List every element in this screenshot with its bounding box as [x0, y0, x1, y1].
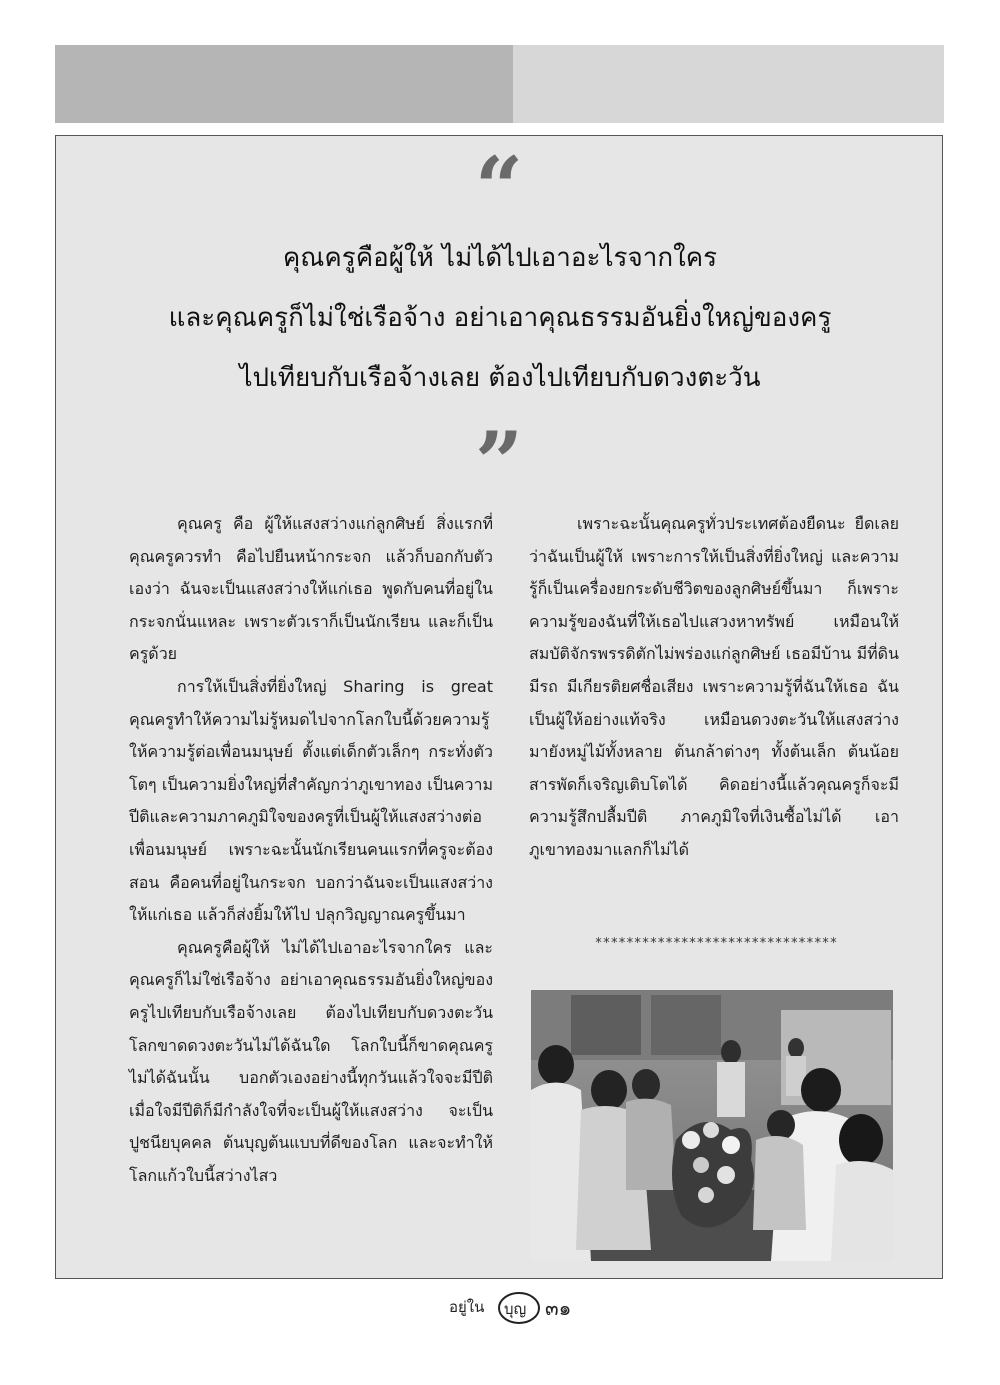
- pull-quote-line: และคุณครูก็ไม่ใช่เรือจ้าง อย่าเอาคุณธรรมอันยิ่งใหญ่ของครู: [168, 303, 832, 333]
- body-paragraph: การให้เป็นสิ่งที่ยิ่งใหญ่ Sharing is great คุณครูทำให้ความไม่รู้หมดไปจากโลกใบนี้ด้วยความรู้ ให้ความรู้ต่อเพื่อนมนุษย์ ตั้งแต่เด็กตัวเล็กๆ กระทั่งตัวโตๆ เป็นความยิ่งใหญ่ที่สำคัญกว่าภูเขาทอง เป็นความปีติและความภาคภูมิใจของครูที่เป็นผู้ให้แสงสว่างต่อเพื่อนมนุษย์ เพราะฉะนั้นนักเรียนคนแรกที่ครูจะต้องสอน คือคนที่อยู่ในกระจก บอกว่าฉันจะเป็นแสงสว่างให้แก่เธอ แล้วก็ส่งยิ้มให้ไป ปลุกวิญญาณครูขึ้นมา: [129, 676, 493, 925]
- header-bar-light: [513, 45, 944, 123]
- page-footer: [0, 1290, 1000, 1330]
- svg-text:บุญ: บุญ: [504, 1300, 527, 1318]
- event-photo: [531, 990, 893, 1261]
- body-paragraph: คุณครู คือ ผู้ให้แสงสว่างแก่ลูกศิษย์ สิ่งแรกที่คุณครูควรทำ คือไปยืนหน้ากระจก แล้วก็บอกกับตัวเองว่า ฉันจะเป็นแสงสว่างให้แก่เธอ พูดกับคนที่อยู่ในกระจกนั่นแหละ เพราะตัวเราก็เป็นนักเรียน และก็เป็นครูด้วย: [129, 514, 493, 664]
- left-column: [129, 508, 493, 1192]
- right-column: [529, 508, 899, 867]
- pull-quote: [96, 228, 904, 408]
- body-paragraph: เพราะฉะนั้นคุณครูทั่วประเทศต้องยืดนะ ยืดเลยว่าฉันเป็นผู้ให้ เพราะการให้เป็นสิ่งที่ยิ่งใหญ่ และความรู้ก็เป็นเครื่องยกระดับชีวิตของลูกศิษย์ขึ้นมา ก็เพราะความรู้ของฉันที่ให้เธอไปแสวงหาทรัพย์ เหมือนให้สมบัติจักรพรรดิตักไม่พร่องแก่ลูกศิษย์ เธอมีบ้าน มีที่ดิน มีรถ มีเกียรติยศชื่อเสียง เพราะความรู้ที่ฉันให้เธอ ฉันเป็นผู้ให้อย่างแท้จริง เหมือนดวงตะวันให้แสงสว่างมายังหมู่ไม้ทั้งหลาย ต้นกล้าต่างๆ ทั้งต้นเล็ก ต้นน้อยสารพัดก็เจริญเติบโตได้ คิดอย่างนี้แล้วคุณครูก็จะมีความรู้สึกปลื้มปีติ ภาคภูมิใจที่เงินซื้อไม่ได้ เอาภูเขาทองมาแลกก็ไม่ได้: [529, 514, 899, 859]
- magazine-logo: [447, 1290, 541, 1324]
- page-number: ๓๑: [545, 1296, 572, 1320]
- close-quote-mark: ”: [474, 413, 524, 512]
- open-quote-mark: “: [474, 138, 524, 237]
- svg-text:อยู่ใน: อยู่ใน: [449, 1298, 485, 1316]
- pull-quote-line: ไปเทียบกับเรือจ้างเลย ต้องไปเทียบกับดวงตะวัน: [239, 363, 761, 393]
- star-divider: *******************************: [594, 936, 838, 951]
- pull-quote-line: คุณครูคือผู้ให้ ไม่ได้ไปเอาอะไรจากใคร: [282, 243, 718, 273]
- article-panel: [55, 135, 943, 1279]
- header-bar-dark: [55, 45, 513, 123]
- body-paragraph: คุณครูคือผู้ให้ ไม่ได้ไปเอาอะไรจากใคร และคุณครูก็ไม่ใช่เรือจ้าง อย่าเอาคุณธรรมอันยิ่งใหญ่ของครูไปเทียบกับเรือจ้างเลย ต้องไปเทียบกับดวงตะวัน โลกขาดดวงตะวันไม่ได้ฉันใด โลกใบนี้ก็ขาดคุณครูไม่ได้ฉันนั้น บอกตัวเองอย่างนี้ทุกวันแล้วใจจะมีปีติ เมื่อใจมีปีติก็มีกำลังใจที่จะเป็นผู้ให้แสงสว่าง จะเป็นปูชนียบุคคล ต้นบุญต้นแบบที่ดีของโลก และจะทำให้โลกแก้วใบนี้สว่างไสว: [129, 937, 493, 1185]
